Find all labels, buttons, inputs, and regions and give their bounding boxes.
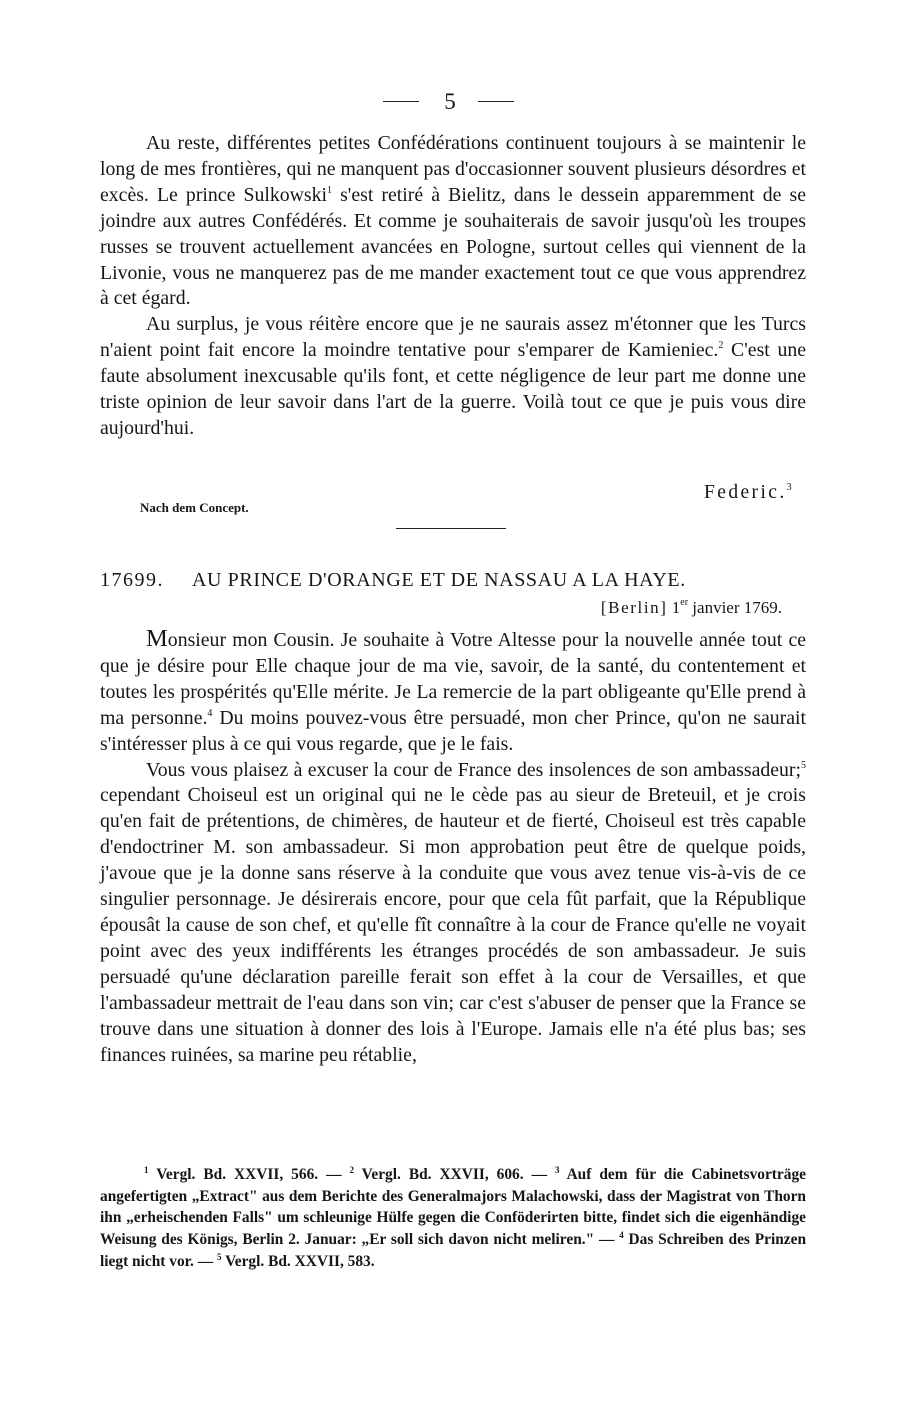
source-note: Nach dem Concept. (140, 500, 249, 515)
footnote-3: Auf dem für die Cabinetsvorträge angefertigten „Extract" aus dem Berichte des Generalmajors Malachowski, dass der Magistrat von Thorn ihn „erheischenden Falls" um schleunige Hülfe gegen die Conföderirten bitte, findet sich die eigenhändige Weisung des Königs, Berlin 2. Januar: „Er soll sich davon nicht meliren." — (100, 1166, 806, 1249)
text-run: Vous vous plaisez à excuser la cour de France des insolences de son ambassadeur; (146, 758, 801, 781)
letter-title: AU PRINCE D'ORANGE ET DE NASSAU A LA HAYE. (192, 569, 686, 591)
letter-paragraph-2 (100, 758, 806, 1069)
footnote-mark-3: 3 (554, 1165, 560, 1175)
header-dash-right (478, 101, 514, 102)
salutation-initial: M (146, 625, 168, 652)
date-day: 1 (671, 598, 681, 617)
footnote-ref-4: 4 (207, 707, 213, 719)
footnote-mark-2: 2 (349, 1165, 354, 1175)
footnote-2: Vergl. Bd. XXVII, 606. — (353, 1166, 555, 1183)
footnote-text (100, 1164, 806, 1273)
footnote-4: Das Schreiben des Prinzen liegt nicht vor. — (100, 1231, 807, 1270)
text-run: Du moins pouvez-vous être persuadé, mon cher Prince, qu'on ne saurait s'intéresser plus à ce qui vous regarde, que je le fais. (100, 706, 806, 755)
page-number: 5 (444, 89, 456, 114)
section-divider (396, 528, 506, 529)
letter-body (100, 626, 806, 1068)
footnote-ref-5: 5 (801, 759, 806, 771)
letter-number: 17699. (100, 569, 164, 591)
footnotes (100, 1164, 806, 1273)
footnote-ref-3: 3 (786, 482, 794, 493)
footnote-1: Vergl. Bd. XXVII, 566. — (148, 1166, 350, 1183)
date-rest: janvier 1769. (688, 598, 782, 617)
signature (704, 482, 794, 504)
footnote-mark-5: 5 (217, 1251, 222, 1262)
page-header (0, 88, 900, 116)
footnote-mark-1: 1 (144, 1165, 149, 1175)
footnote-5: Vergl. Bd. XXVII, 583. (221, 1252, 375, 1270)
text-run: C'est une faute absolument inexcusable qu'ils font, et cette négligence de leur part me donne une triste opinion de leur savoir dans l'art de la guerre. Voilà tout ce que je puis vous dire aujourd'hui. (100, 339, 806, 439)
previous-letter-paragraph-1 (100, 131, 806, 312)
previous-letter-paragraph-2 (100, 312, 806, 442)
date-day-suffix: er (680, 597, 689, 608)
footnote-ref-1: 1 (327, 184, 332, 196)
header-dash-left (383, 101, 419, 102)
text-run: s'est retiré à Bielitz, dans le dessein apparemment de se joindre aux autres Confédérés. Et comme je souhaiterais de savoir jusqu'où les troupes russes se trouvent actuellement avancées en Pologne, surtout celles qui viennent de la Livonie, vous ne manquerez pas de me mander exactement tout ce que vous apprendrez à cet égard. (100, 183, 806, 310)
previous-letter-body (100, 131, 806, 442)
text-run: onsieur mon Cousin. Je souhaite à Votre Altesse pour la nouvelle année tout ce que je désire pour Elle chaque jour de ma vie, savoir, de la santé, du contentement et toutes les prospérités qu'Elle mérite. Je La remercie de la part obligeante qu'Elle prend à ma personne. (100, 629, 806, 729)
signature-text: Federic. (704, 482, 787, 503)
text-run: cependant Choiseul est un original qui ne le cède pas au sieur de Breteuil, et je crois qu'en fait de prétentions, de chimères, de hauteur et de fierté, Choiseul est très capable d'endoctriner M. son ambassadeur. Si mon approbation peut être de quelque poids, j'avoue que je la donne sans réserve à la conduite que vous avez tenue vis-à-vis de ce singulier personnage. Je désirerais encore, pour que cela fût parfait, que la République épousât la cause de son chef, et qu'elle fît connaître à la cour de France qu'elle ne voyait point avec des yeux indifférents les étranges procédés de son ambassadeur. Je suis persuadé qu'une déclaration pareille ferait son effet à la cour de Versailles, et que l'ambassadeur mettrait de l'eau dans son vin; car c'est s'abuser de penser que la France se trouve dans une situation à donner des lois à l'Europe. Jamais elle n'a été plus bas; ses finances ruinées, sa marine peu rétablie, (100, 784, 806, 1066)
letter-paragraph-1 (100, 626, 806, 758)
letter-heading (100, 566, 806, 596)
letter-dateline (100, 596, 782, 620)
footnote-ref-2: 2 (718, 340, 724, 352)
text-run: Au surplus, je vous réitère encore que je ne saurais assez m'étonner que les Turcs n'aient point fait encore la moindre tentative pour s'emparer de Kamieniec. (100, 313, 806, 362)
text-run: Au reste, différentes petites Confédérations continuent toujours à se maintenir le long de mes frontières, qui ne manquent pas d'occasionner souvent plusieurs désordres et excès. Le prince Sulkowski (100, 132, 806, 206)
date-place: [Berlin] (600, 598, 668, 617)
footnote-mark-4: 4 (619, 1230, 624, 1241)
